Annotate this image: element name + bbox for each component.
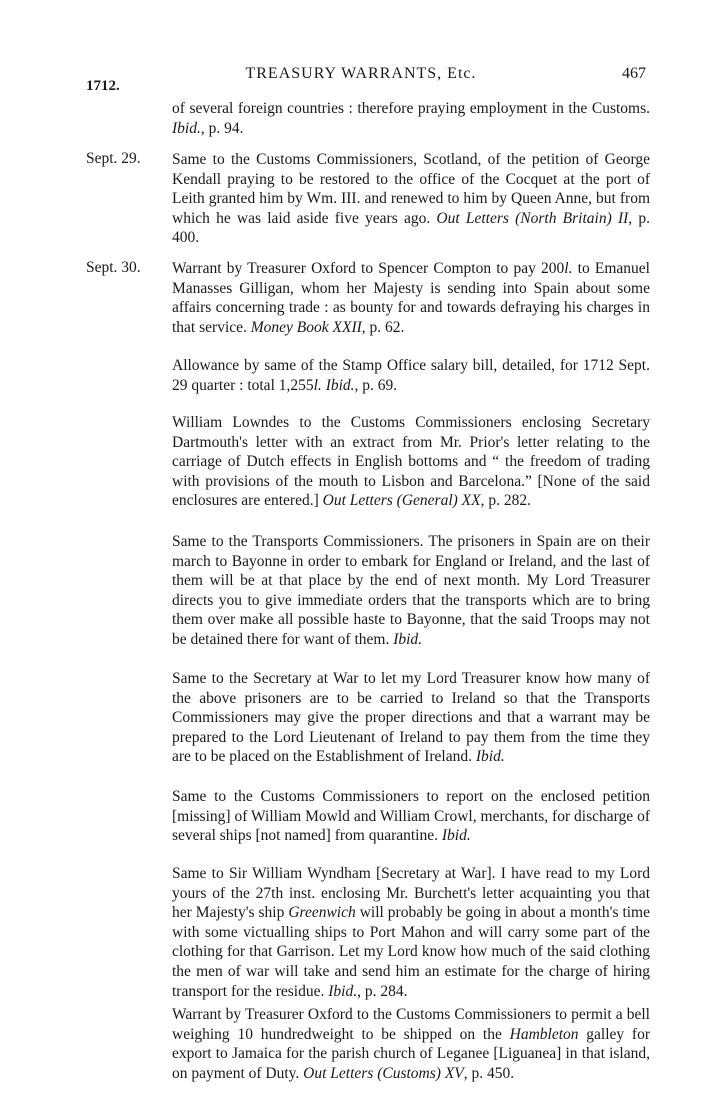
text-run: Same to the Customs Commissioners to report on the enclosed petition [missing] of William Mowld and William Crowl, merchants, for discharge of several ships [not named] from quarantine. <box>172 788 650 845</box>
text-run: , p. 69. <box>354 376 398 394</box>
text-run: , p. 400. <box>172 209 650 247</box>
italic-reference: Out Letters (Customs) XV <box>303 1064 464 1082</box>
text-run: , p. 62. <box>361 318 405 336</box>
text-run: will probably be going in about a month's time with some victualling ships to Port Mahon and will carry some part of the clothing for that Garrison. Let my Lord know how much of the said clothing the men of war will take and send him an estimate for the charge of hiring transport for the residue. <box>172 904 650 1000</box>
italic-reference: Money Book XXII <box>250 318 362 336</box>
text-run: Same to the Secretary at War to let my Lord Treasurer know how many of the above prisoners are to be carried to Ireland so that the Transports Commissioners may give the proper directions and that a warrant may be prepared to the Lord Lieutenant of Ireland to pay them from the time they are to be placed on the Establishment of Ireland. <box>172 670 650 766</box>
text-run: Same to the Transports Commissioners. The prisoners in Spain are on their march to Bayonne in order to embark for England or Ireland, and the last of them will be at that place by the end of next month. My Lord Treasurer directs you to give immediate orders that the transports which are to bring them over make all possible haste to Bayonne, that the said Troops may not be detained there for want of them. <box>172 533 650 648</box>
entry-text <box>172 150 650 248</box>
page-number: 467 <box>622 65 646 82</box>
entry-text <box>172 669 650 767</box>
italic-reference: Ibid. <box>393 630 423 648</box>
text-run: , p. 450. <box>463 1064 515 1082</box>
entry-text <box>172 787 650 846</box>
italic-reference: Ibid. <box>441 827 471 845</box>
text-run: to Emanuel Manasses Gilligan, whom her Majesty is sending into Spain about some affairs concerning trade : as bounty for and towards defraying his charges in that service. <box>172 260 650 336</box>
italic-reference: Greenwich <box>288 904 356 922</box>
italic-reference: Out Letters (North Britain) II <box>436 209 629 227</box>
text-run: Warrant by Treasurer Oxford to Spencer Compton to pay 200 <box>172 260 565 277</box>
entry-text <box>172 532 650 650</box>
italic-reference: Ibid. <box>325 376 355 394</box>
italic-reference: l. <box>564 260 573 277</box>
text-run: galley for export to Jamaica for the parish church of Leganee [Liguanea] in that island, on payment of Duty. <box>172 1025 650 1082</box>
italic-reference: Ibid. <box>328 982 358 1000</box>
entry-date: Sept. 29. <box>86 150 141 167</box>
entry-text <box>172 413 650 511</box>
italic-reference: l. <box>313 376 322 394</box>
entry-text <box>172 259 650 337</box>
running-head-title: TREASURY WARRANTS, Etc. <box>245 65 477 82</box>
italic-reference: Ibid. <box>172 119 201 137</box>
italic-reference: Hambleton <box>509 1025 579 1043</box>
text-run: Allowance by same of the Stamp Office salary bill, detailed, for 1712 Sept. 29 quarter : total 1,255 <box>172 357 650 394</box>
italic-reference: Out Letters (General) XX <box>322 492 481 510</box>
text-run: , p. 284. <box>357 982 408 1000</box>
italic-reference: Ibid. <box>475 748 505 766</box>
text-run: of several foreign countries : therefore praying employment in the Customs. <box>172 100 650 117</box>
text-run: , p. 282. <box>480 492 531 510</box>
text-run: , p. 94. <box>200 119 244 137</box>
entry-text <box>172 99 650 138</box>
entry-text <box>172 864 650 1001</box>
running-head-year: 1712. <box>86 78 120 94</box>
entry-text <box>172 1005 650 1083</box>
entry-text <box>172 356 650 395</box>
entry-date: Sept. 30. <box>86 259 141 276</box>
text-run: William Lowndes to the Customs Commissioners enclosing Secretary Dartmouth's letter with an extract from Mr. Prior's letter relating to the carriage of Dutch effects in English bottoms and “ the freedom of trading with provisions of the mouth to Lisbon and Barcelona.” [None of the said enclosures are entered.] <box>172 414 650 510</box>
text-run: Same to Sir William Wyndham [Secretary at War]. I have read to my Lord yours of the 27th inst. enclosing Mr. Burchett's letter acquainting you that her Majesty's ship <box>172 865 650 922</box>
text-run: Warrant by Treasurer Oxford to the Customs Commissioners to permit a bell weighing 10 hundredweight to be shipped on the <box>172 1006 650 1043</box>
text-run: Same to the Customs Commissioners, Scotland, of the petition of George Kendall praying to be restored to the office of the Cocquet at the port of Leith granted him by Wm. III. and renewed to him by Queen Anne, but from which he was laid aside five years ago. <box>172 151 650 227</box>
